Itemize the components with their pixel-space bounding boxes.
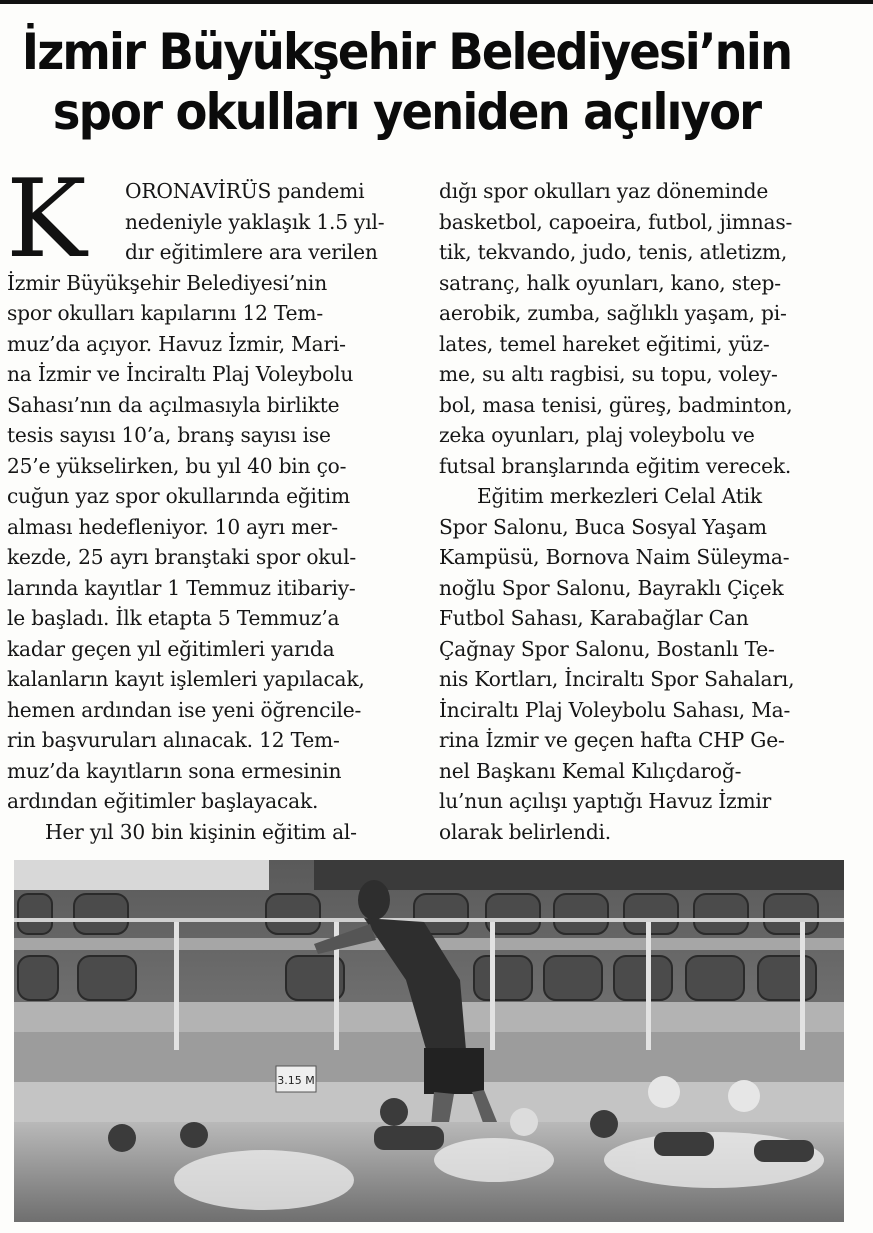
body-line: futsal branşlarında eğitim verecek. — [439, 453, 792, 478]
body-line: me, su altı ragbisi, su topu, voley- — [439, 362, 778, 386]
body-line: Kampüsü, Bornova Naim Süleyma- — [439, 545, 790, 569]
body-line: cuğun yaz spor okullarında eğitim — [7, 484, 350, 508]
body-line: kezde, 25 ayrı branştaki spor okul- — [7, 545, 356, 569]
body-line: Futbol Sahası, Karabağlar Can — [439, 606, 749, 630]
body-line: le başladı. İlk etapta 5 Temmuz’a — [7, 606, 340, 630]
body-line: spor okulları kapılarını 12 Tem- — [7, 301, 323, 325]
body-line: nel Başkanı Kemal Kılıçdaroğ- — [439, 758, 742, 783]
body-line: ORONAVİRÜS pandemi — [125, 179, 365, 203]
body-line: na İzmir ve İnciraltı Plaj Voleybolu — [7, 362, 354, 386]
body-line: hemen ardından ise yeni öğrencile- — [7, 697, 362, 722]
body-line: Spor Salonu, Buca Sosyal Yaşam — [439, 514, 767, 539]
headline-line-1: İzmir Büyükşehir Belediyesi’nin — [21, 23, 792, 81]
body-line: tik, tekvando, judo, tenis, atletizm, — [439, 240, 788, 264]
top-rule — [0, 0, 873, 4]
body-line: İnciraltı Plaj Voleybolu Sahası, Ma- — [439, 697, 791, 722]
headline-line-2: spor okulları yeniden açılıyor — [52, 83, 761, 141]
body-line: nis Kortları, İnciraltı Spor Sahaları, — [439, 667, 795, 691]
body-line: olarak belirlendi. — [439, 819, 612, 844]
body-line: 25’e yükselirken, bu yıl 40 bin ço- — [7, 453, 347, 478]
headline — [8, 22, 805, 142]
body-line: zeka oyunları, plaj voleybolu ve — [439, 423, 755, 447]
body-line: ardından eğitimler başlayacak. — [7, 789, 319, 813]
body-line: kadar geçen yıl eğitimleri yarıda — [7, 636, 335, 661]
article-column-left — [7, 176, 406, 847]
body-line: larında kayıtlar 1 Temmuz itibariy- — [7, 575, 356, 600]
body-line: Sahası’nın da açılmasıyla birlikte — [7, 392, 340, 417]
body-line: tesis sayısı 10’a, branş sayısı ise — [7, 423, 331, 447]
body-line: alması hedefleniyor. 10 ayrı mer- — [7, 514, 338, 539]
body-line: rina İzmir ve geçen hafta CHP Ge- — [439, 728, 785, 752]
body-line: bol, masa tenisi, güreş, badminton, — [439, 392, 793, 417]
body-line: lates, temel hareket eğitimi, yüz- — [439, 331, 770, 356]
pool-photo-illustration — [14, 860, 844, 1222]
body-line: aerobik, zumba, sağlıklı yaşam, pi- — [439, 301, 787, 325]
body-line: satranç, halk oyunları, kano, step- — [439, 270, 781, 295]
news-photo — [14, 860, 844, 1222]
body-line: nedeniyle yaklaşık 1.5 yıl- — [125, 209, 385, 234]
body-line: Her yıl 30 bin kişinin eğitim al- — [45, 819, 357, 844]
body-line: lu’nun açılışı yaptığı Havuz İzmir — [439, 789, 772, 813]
body-line: İzmir Büyükşehir Belediyesi’nin — [7, 270, 327, 295]
body-line: Eğitim merkezleri Celal Atik — [477, 484, 762, 508]
dropcap: K — [6, 157, 87, 282]
body-line: dır eğitimlere ara verilen — [125, 240, 378, 264]
body-line: muz’da açıyor. Havuz İzmir, Mari- — [7, 331, 346, 356]
article-column-right — [439, 176, 835, 847]
body-line: noğlu Spor Salonu, Bayraklı Çiçek — [439, 575, 784, 600]
pool-depth-sign: 3.15 M — [277, 1074, 315, 1087]
body-line: basketbol, capoeira, futbol, jimnas- — [439, 209, 793, 234]
body-line: Çağnay Spor Salonu, Bostanlı Te- — [439, 636, 775, 661]
body-line: dığı spor okulları yaz döneminde — [439, 179, 769, 203]
body-line: muz’da kayıtların sona ermesinin — [7, 758, 342, 783]
body-line: kalanların kayıt işlemleri yapılacak, — [7, 667, 365, 691]
body-line: rin başvuruları alınacak. 12 Tem- — [7, 728, 340, 752]
